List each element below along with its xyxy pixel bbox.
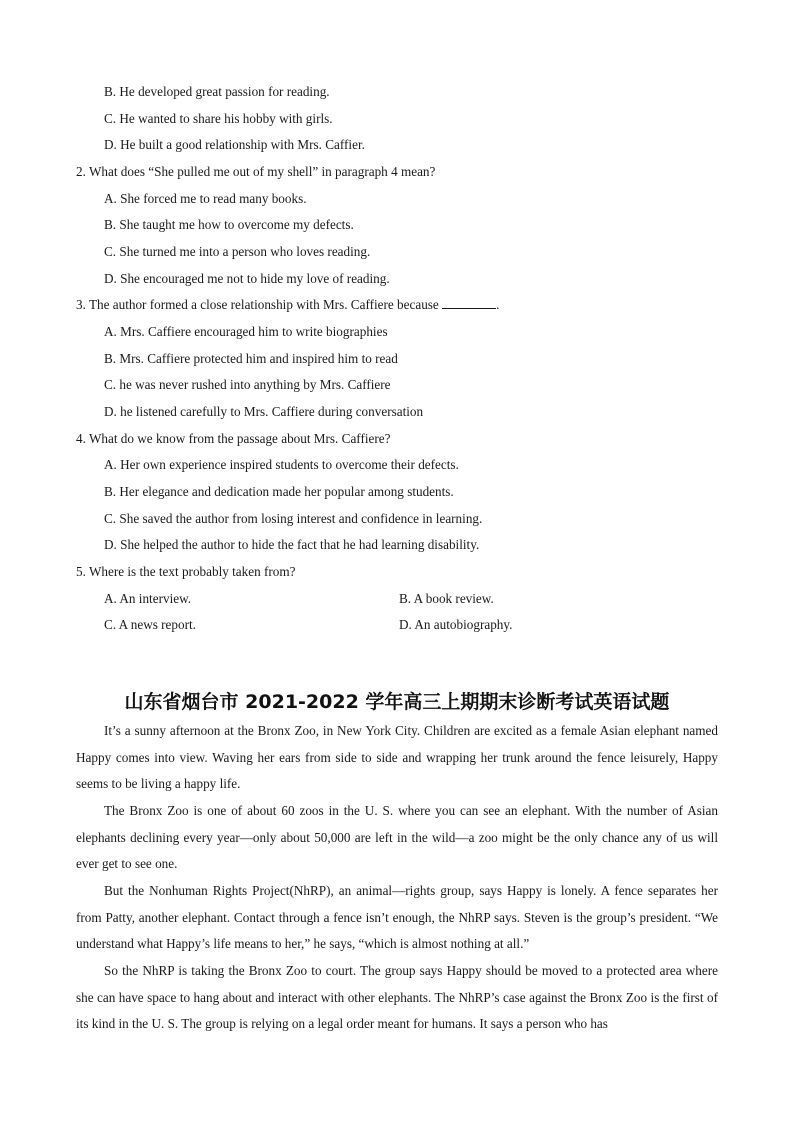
question-2-option-b: B. She taught me how to overcome my defects. (104, 217, 354, 232)
question-3-stem-text: 3. The author formed a close relationship with Mrs. Caffiere because (76, 297, 443, 312)
question-4-option-d: D. She helped the author to hide the fact that he had learning disability. (104, 537, 480, 552)
prev-question-option-b: B. He developed great passion for reading. (104, 84, 330, 99)
answer-blank (442, 297, 496, 309)
question-4-stem: 4. What do we know from the passage about Mrs. Caffiere? (76, 431, 391, 446)
question-5-option-c: C. A news report. (104, 617, 196, 632)
question-4-option-a: A. Her own experience inspired students to overcome their defects. (104, 457, 459, 472)
question-3-stem-end: . (496, 297, 500, 312)
question-5-option-a: A. An interview. (104, 591, 192, 606)
question-4-option-c: C. She saved the author from losing interest and confidence in learning. (104, 511, 483, 526)
question-4-option-b: B. Her elegance and dedication made her popular among students. (104, 484, 454, 499)
question-2-option-c: C. She turned me into a person who loves reading. (104, 244, 371, 259)
prev-question-option-d: D. He built a good relationship with Mrs. Caffier. (104, 137, 365, 152)
question-5-option-b: B. A book review. (399, 591, 494, 606)
passage-paragraph-1: It’s a sunny afternoon at the Bronx Zoo, in New York City. Children are excited as a female Asian elephant named Happy comes into view. Waving her ears from side to side and wrapping her trunk around the fence leisurely, Happy seems to be living a happy life. (76, 723, 718, 792)
question-3-stem (76, 297, 499, 313)
question-3-option-c: C. he was never rushed into anything by Mrs. Caffiere (104, 377, 391, 392)
question-2-stem: 2. What does “She pulled me out of my shell” in paragraph 4 mean? (76, 164, 436, 179)
section-title: 山东省烟台市 2021-2022 学年高三上期期末诊断考试英语试题 (124, 691, 670, 713)
question-3-option-d: D. he listened carefully to Mrs. Caffiere during conversation (104, 404, 424, 419)
question-3-option-a: A. Mrs. Caffiere encouraged him to write biographies (104, 324, 388, 339)
question-2-option-d: D. She encouraged me not to hide my love of reading. (104, 271, 390, 286)
question-5-stem: 5. Where is the text probably taken from? (76, 564, 296, 579)
passage-paragraph-4: So the NhRP is taking the Bronx Zoo to court. The group says Happy should be moved to a protected area where she can have space to hang about and interact with other elephants. The NhRP’s case against the Bronx Zoo is the first of its kind in the U. S. The group is relying on a legal order meant for humans. It says a person who has (76, 963, 718, 1032)
question-5-option-d: D. An autobiography. (399, 617, 513, 632)
passage-paragraph-3: But the Nonhuman Rights Project(NhRP), an animal—rights group, says Happy is lonely. A fence separates her from Patty, another elephant. Contact through a fence isn’t enough, the NhRP says. Steven is the group’s president. “We understand what Happy’s life means to her,” he says, “which is almost nothing at all.” (76, 883, 718, 952)
prev-question-option-c: C. He wanted to share his hobby with girls. (104, 111, 333, 126)
passage-paragraph-2: The Bronx Zoo is one of about 60 zoos in the U. S. where you can see an elephant. With the number of Asian elephants declining every year—only about 50,000 are left in the wild—a zoo might be the only chance any of us will ever get to see one. (76, 803, 718, 872)
question-2-option-a: A. She forced me to read many books. (104, 191, 307, 206)
question-3-option-b: B. Mrs. Caffiere protected him and inspired him to read (104, 351, 398, 366)
